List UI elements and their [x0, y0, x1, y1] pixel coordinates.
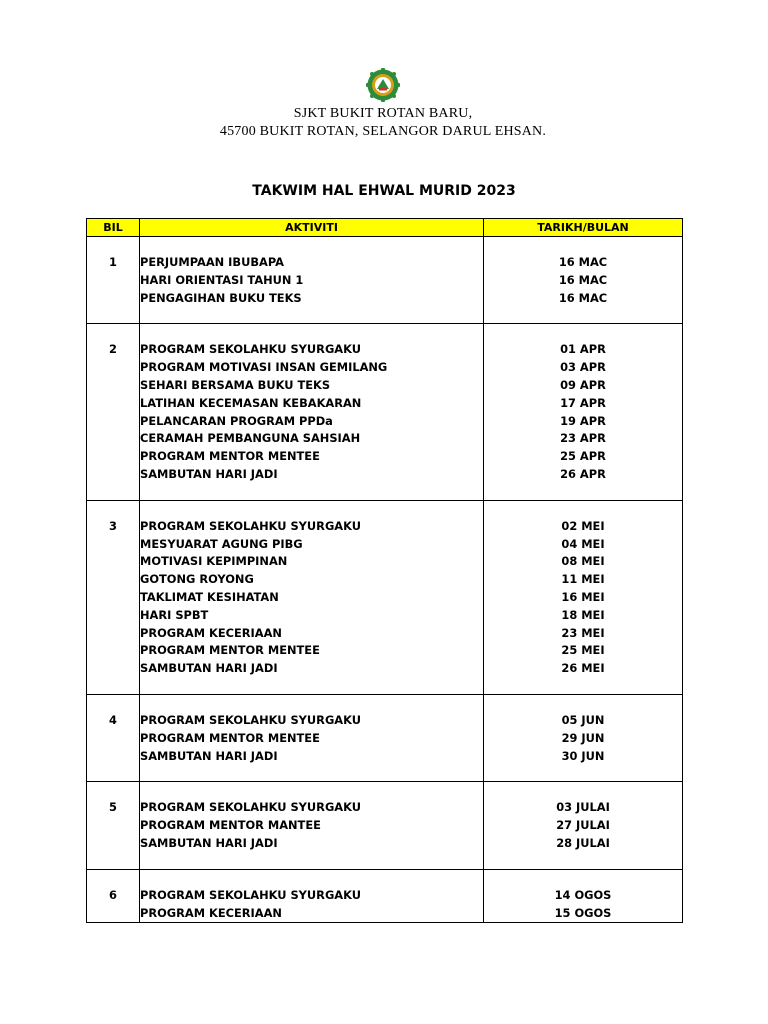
school-crest-logo	[366, 68, 400, 102]
activity-item: PROGRAM KECERIAAN	[140, 905, 282, 920]
activity-date: 05 JUN	[561, 712, 605, 727]
activity-date: 04 MEI	[561, 536, 605, 551]
activity-item: HARI ORIENTASI TAHUN 1	[140, 272, 304, 287]
activity-date: 01 APR	[560, 342, 606, 357]
activity-item: PROGRAM MENTOR MENTEE	[140, 643, 320, 658]
table-body	[87, 237, 683, 923]
table-row	[87, 237, 683, 324]
activity-item: TAKLIMAT KESIHATAN	[140, 589, 279, 604]
activity-date: 23 MEI	[561, 625, 605, 640]
date-cell	[484, 869, 683, 923]
activity-date: 27 JULAI	[556, 818, 610, 833]
activity-cell	[140, 869, 484, 923]
row-number-cell	[87, 694, 140, 781]
activity-item: MESYUARAT AGUNG PIBG	[140, 536, 303, 551]
table-row	[87, 869, 683, 923]
date-cell	[484, 694, 683, 781]
activity-item: SAMBUTAN HARI JADI	[140, 661, 278, 676]
activity-date: 11 MEI	[561, 572, 605, 587]
row-number: 4	[109, 712, 117, 727]
row-number-cell	[87, 782, 140, 869]
table-row	[87, 500, 683, 694]
activity-date: 17 APR	[560, 395, 606, 410]
activity-date: 16 MEI	[561, 589, 605, 604]
row-number-cell	[87, 324, 140, 500]
column-header-bil: BIL	[87, 219, 140, 237]
activity-date: 09 APR	[560, 377, 606, 392]
activity-item: LATIHAN KECEMASAN KEBAKARAN	[140, 395, 362, 410]
table-row	[87, 694, 683, 781]
activity-item: SAMBUTAN HARI JADI	[140, 748, 278, 763]
column-header-tarikh: TARIKH/BULAN	[484, 219, 683, 237]
activity-date: 15 OGOS	[554, 905, 612, 920]
activity-date: 03 APR	[560, 360, 606, 375]
row-number-cell	[87, 869, 140, 923]
row-number: 5	[109, 800, 117, 815]
date-cell	[484, 782, 683, 869]
activity-date: 14 OGOS	[554, 887, 612, 902]
takwim-table	[86, 218, 683, 923]
activity-date: 30 JUN	[561, 748, 605, 763]
activity-item: PROGRAM SEKOLAHKU SYURGAKU	[140, 887, 361, 902]
activity-item: PROGRAM KECERIAAN	[140, 625, 282, 640]
activity-item: PENGAGIHAN BUKU TEKS	[140, 290, 302, 305]
table-row	[87, 782, 683, 869]
row-number: 6	[109, 887, 117, 902]
row-number-cell	[87, 500, 140, 694]
activity-date: 16 MAC	[558, 290, 608, 305]
table-header-row	[87, 219, 683, 237]
school-address: 45700 BUKIT ROTAN, SELANGOR DARUL EHSAN.	[219, 124, 547, 139]
row-number: 3	[109, 518, 117, 533]
activity-date: 28 JULAI	[556, 835, 610, 850]
activity-date: 23 APR	[560, 431, 606, 446]
activity-date: 16 MAC	[558, 255, 608, 269]
activity-item: SEHARI BERSAMA BUKU TEKS	[140, 377, 331, 392]
activity-cell	[140, 237, 484, 324]
school-name: SJKT BUKIT ROTAN BARU,	[293, 106, 473, 121]
activity-date: 26 APR	[560, 466, 606, 481]
activity-item: PROGRAM SEKOLAHKU SYURGAKU	[140, 712, 361, 727]
activity-item: GOTONG ROYONG	[140, 572, 254, 587]
activity-item: SAMBUTAN HARI JADI	[140, 835, 278, 850]
activity-date: 16 MAC	[558, 272, 608, 287]
activity-item: PROGRAM SEKOLAHKU SYURGAKU	[140, 518, 361, 533]
activity-date: 29 JUN	[561, 730, 605, 745]
date-cell	[484, 500, 683, 694]
activity-cell	[140, 694, 484, 781]
activity-item: PROGRAM SEKOLAHKU SYURGAKU	[140, 342, 361, 357]
activity-item: PROGRAM SEKOLAHKU SYURGAKU	[140, 800, 361, 815]
activity-item: PROGRAM MENTOR MENTEE	[140, 449, 320, 464]
row-number: 1	[109, 255, 117, 269]
activity-item: CERAMAH PEMBANGUNA SAHSIAH	[140, 431, 361, 446]
activity-item: PROGRAM MOTIVASI INSAN GEMILANG	[140, 360, 388, 375]
row-number-cell	[87, 237, 140, 324]
activity-item: PROGRAM MENTOR MENTEE	[140, 730, 320, 745]
activity-cell	[140, 782, 484, 869]
activity-item: SAMBUTAN HARI JADI	[140, 466, 278, 481]
activity-date: 03 JULAI	[556, 800, 610, 815]
date-cell	[484, 324, 683, 500]
activity-item: PELANCARAN PROGRAM PPDa	[140, 413, 333, 428]
activity-item: PERJUMPAAN IBUBAPA	[140, 255, 284, 269]
table-row	[87, 324, 683, 500]
activity-date: 02 MEI	[561, 518, 605, 533]
row-number: 2	[109, 342, 117, 357]
date-cell	[484, 237, 683, 324]
activity-date: 08 MEI	[561, 554, 605, 569]
activity-item: MOTIVASI KEPIMPINAN	[140, 554, 288, 569]
document-title: TAKWIM HAL EHWAL MURID 2023	[252, 183, 516, 199]
activity-cell	[140, 324, 484, 500]
activity-item: HARI SPBT	[140, 607, 209, 622]
activity-date: 25 MEI	[561, 643, 605, 658]
activity-date: 19 APR	[560, 413, 606, 428]
activity-date: 26 MEI	[561, 661, 605, 676]
column-header-aktiviti: AKTIVITI	[140, 219, 484, 237]
activity-cell	[140, 500, 484, 694]
activity-date: 18 MEI	[561, 607, 605, 622]
activity-date: 25 APR	[560, 449, 606, 464]
activity-item: PROGRAM MENTOR MANTEE	[140, 818, 321, 833]
